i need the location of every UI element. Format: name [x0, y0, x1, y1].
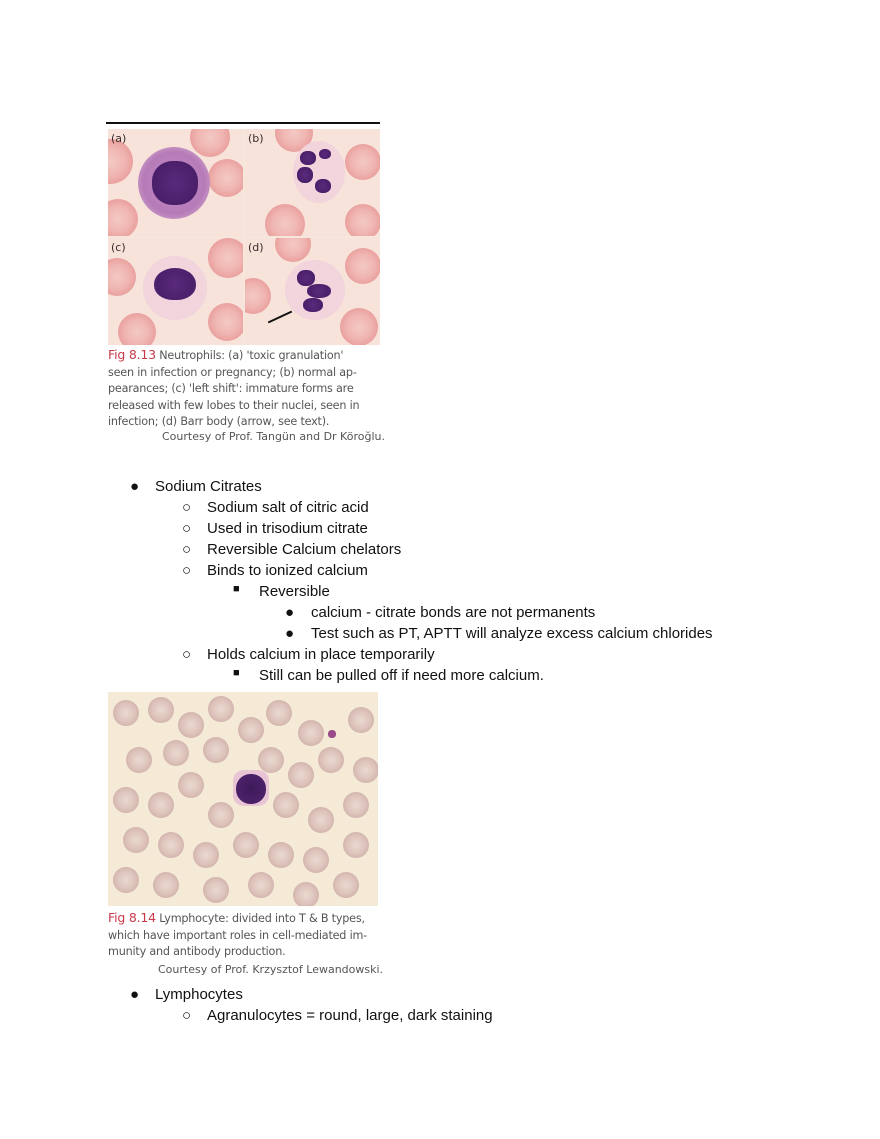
list-item-level1: Sodium Citrates	[155, 478, 262, 495]
panel-a	[108, 129, 243, 236]
figure-neutrophils-image	[108, 129, 380, 345]
figure-credit: Courtesy of Prof. Tangün and Dr Köroğlu.	[162, 430, 385, 443]
panel-label: (a)	[111, 132, 127, 145]
bullet-circle-icon: ○	[182, 562, 192, 579]
bullet-square-icon: ■	[233, 583, 240, 595]
list-item-level2: Used in trisodium citrate	[207, 520, 368, 537]
bullet-square-icon: ■	[233, 667, 240, 679]
bullet-circle-icon: ○	[182, 520, 192, 537]
bullet-disc-icon: ●	[130, 986, 140, 1003]
horizontal-rule	[106, 122, 380, 124]
list-item-level2: Binds to ionized calcium	[207, 562, 368, 579]
list-item-level2: Holds calcium in place temporarily	[207, 646, 435, 663]
list-item-level1: Lymphocytes	[155, 986, 243, 1003]
bullet-disc-icon: ●	[130, 478, 140, 495]
list-item-level4: calcium - citrate bonds are not permanents	[311, 604, 596, 621]
bullet-circle-icon: ○	[182, 541, 192, 558]
bullet-circle-icon: ○	[182, 499, 192, 516]
list-item-level2: Sodium salt of citric acid	[207, 499, 369, 516]
panel-label: (c)	[111, 241, 126, 254]
figure-credit: Courtesy of Prof. Krzysztof Lewandowski.	[158, 963, 384, 976]
bullet-disc-icon: ●	[285, 604, 295, 621]
list-item-level2: Agranulocytes = round, large, dark staining	[207, 1007, 493, 1024]
panel-label: (d)	[248, 241, 264, 254]
list-item-level3: Reversible	[259, 583, 330, 600]
panel-c	[108, 238, 243, 345]
figure-caption: Fig 8.13 Neutrophils: (a) 'toxic granulation' seen in infection or pregnancy; (b) normal ap- pearances; (c) 'left shift': immature forms are released with few lobes to their nuclei, seen in infection; (d) Barr body (arrow, see text).	[108, 347, 360, 428]
panel-d	[245, 238, 380, 345]
figure-caption: Fig 8.14 Lymphocyte: divided into T & B types, which have important roles in cell-mediated im- munity and antibody production.	[108, 910, 368, 958]
panel-label: (b)	[248, 132, 264, 145]
bullet-circle-icon: ○	[182, 646, 192, 663]
bullet-disc-icon: ●	[285, 625, 295, 642]
list-item-level2: Reversible Calcium chelators	[207, 541, 402, 558]
list-item-level3: Still can be pulled off if need more calcium.	[259, 667, 544, 684]
arrow-icon	[268, 311, 292, 324]
list-item-level4: Test such as PT, APTT will analyze excess calcium chlorides	[311, 625, 713, 642]
bullet-circle-icon: ○	[182, 1007, 192, 1024]
figure-number: Fig 8.13	[108, 347, 156, 362]
figure-lymphocyte-image	[108, 692, 378, 906]
panel-b	[245, 129, 380, 236]
figure-number: Fig 8.14	[108, 910, 156, 925]
